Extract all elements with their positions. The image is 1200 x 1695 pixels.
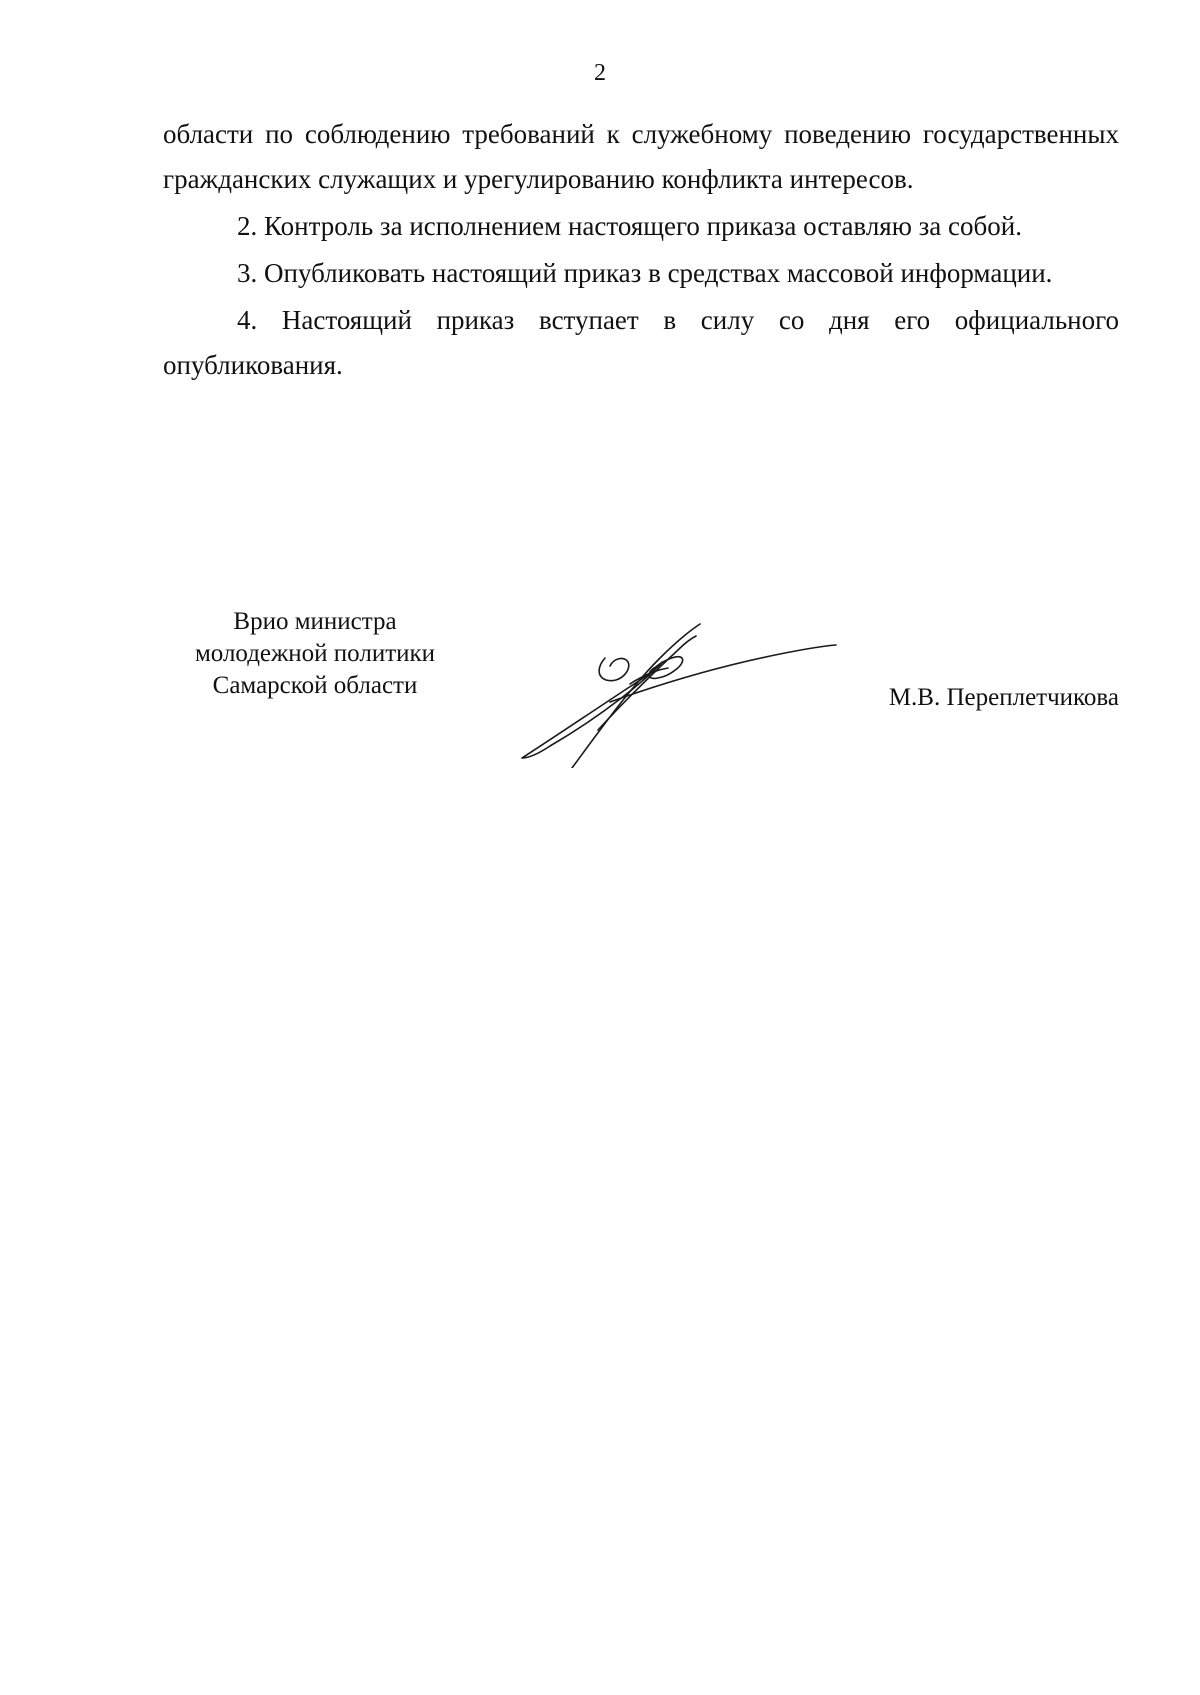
- signer-position: [150, 606, 480, 702]
- document-body: [163, 112, 1119, 390]
- signer-position-line-3: Самарской области: [212, 672, 418, 699]
- paragraph-item-4: 4. Настоящий приказ вступает в силу со дня его официального опубликования.: [163, 305, 1119, 380]
- signer-position-line-1: Врио министра: [233, 608, 397, 635]
- paragraph-item-3: 3. Опубликовать настоящий приказ в средствах массовой информации.: [237, 258, 1053, 288]
- signer-position-line-2: молодежной политики: [194, 640, 436, 667]
- page-number: 2: [594, 60, 606, 86]
- handwritten-signature-icon: [510, 618, 850, 768]
- signer-name: М.В. Переплетчикова: [888, 684, 1119, 711]
- paragraph-item-2: 2. Контроль за исполнением настоящего приказа оставляю за собой.: [237, 211, 1022, 241]
- paragraph-continuation: области по соблюдению требований к служебному поведению государственных гражданских служащих и урегулированию конфликта интересов.: [163, 119, 1119, 194]
